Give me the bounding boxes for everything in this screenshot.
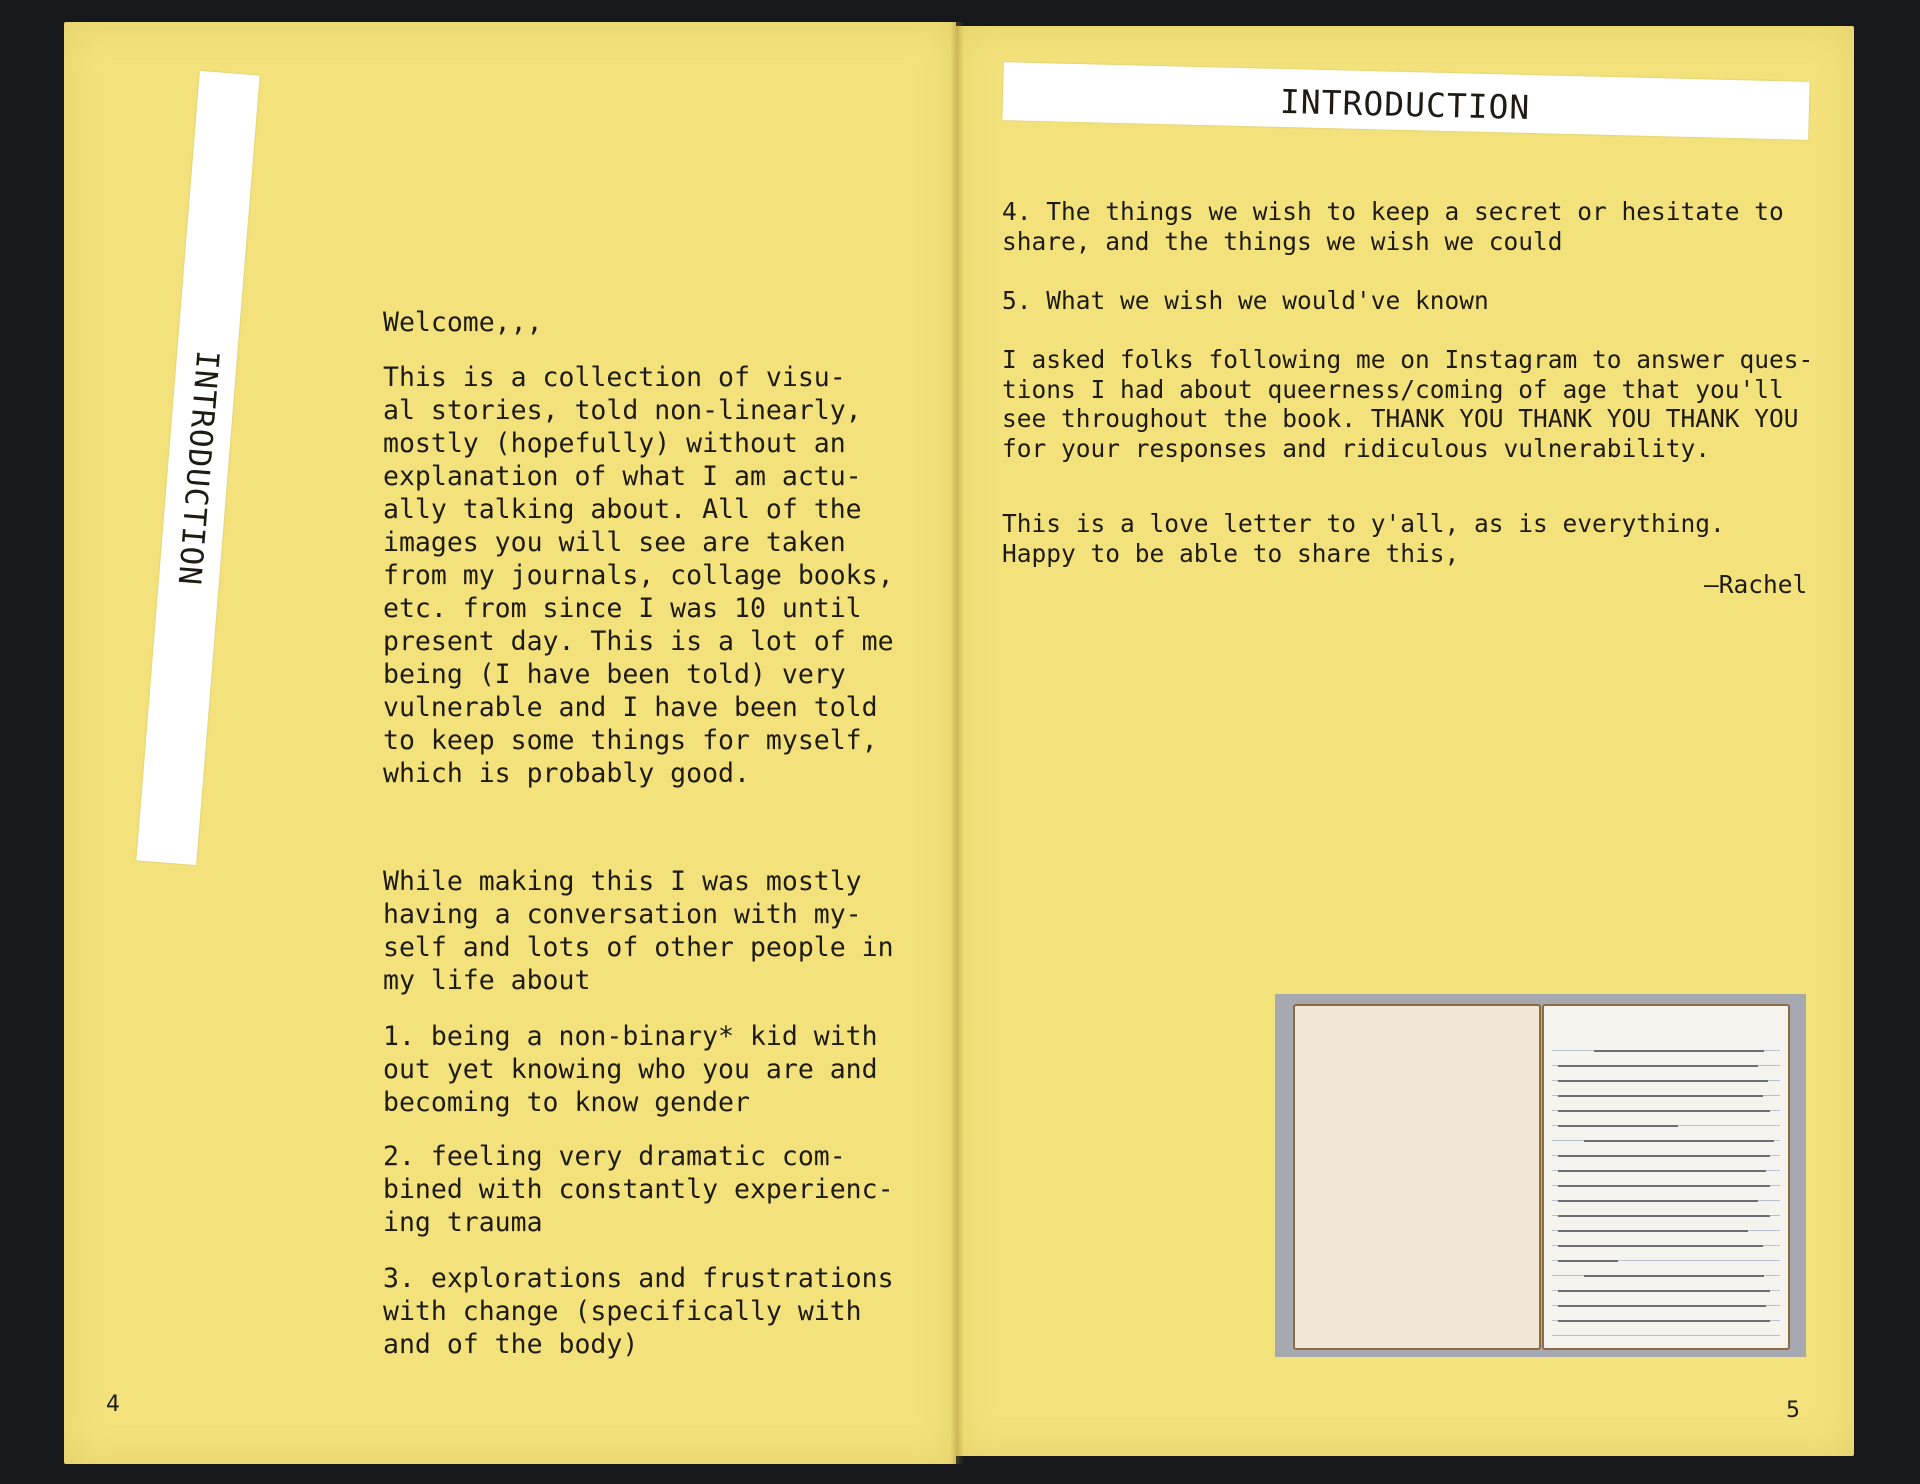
handwriting-line — [1558, 1200, 1758, 1202]
journal-photo — [1275, 994, 1806, 1357]
handwriting-line — [1558, 1215, 1770, 1217]
handwriting-line — [1558, 1095, 1763, 1097]
journal-handwritten-page — [1542, 1004, 1790, 1350]
handwriting-line — [1558, 1320, 1770, 1322]
signature: —Rachel — [1704, 570, 1808, 599]
handwriting-line — [1558, 1260, 1618, 1262]
handwriting-line — [1558, 1155, 1770, 1157]
handwriting-line — [1558, 1065, 1758, 1067]
journal-blank-page — [1293, 1004, 1541, 1350]
handwriting-line — [1558, 1245, 1763, 1247]
left-list-item-1: 1. being a non-binary* kid with out yet knowing who you are and becoming to know gender — [383, 1021, 878, 1118]
handwriting-line — [1558, 1170, 1766, 1172]
handwriting-line — [1558, 1125, 1678, 1127]
left-list-item-2: 2. feeling very dramatic com- bined with constantly experienc- ing trauma — [383, 1141, 894, 1238]
right-paragraph-instagram: I asked folks following me on Instagram to answer ques- tions I had about queerness/coming of age that you'll see throughout the book. THANK YOU THANK YOU THANK YOU for your responses and ridiculous vulnerability. — [1002, 345, 1814, 463]
left-paragraph-intro: This is a collection of visu- al stories, told non-linearly, mostly (hopefully) without an explanation of what I am actu- ally talking about. All of the images you will see are taken from my journals, collage books, etc. from since I was 10 until present day. This is a lot of me being (I have been told) very vulnerable and I have been told to keep some things for myself, which is probably good. — [383, 362, 894, 789]
handwriting-line — [1558, 1080, 1768, 1082]
right-list-item-4: 4. The things we wish to keep a secret or hesitate to share, and the things we wish we could — [1002, 197, 1784, 256]
left-title: INTRODUCTION — [170, 348, 226, 588]
handwriting-line — [1558, 1290, 1770, 1292]
handwriting-line — [1584, 1275, 1764, 1277]
right-paragraph-love-letter: This is a love letter to y'all, as is everything. Happy to be able to share this, — [1002, 509, 1725, 568]
left-list-item-3: 3. explorations and frustrations with change (specifically with and of the body) — [383, 1263, 894, 1360]
right-page-number: 5 — [1786, 1398, 1800, 1423]
handwriting-line — [1558, 1185, 1770, 1187]
book-spine — [950, 22, 964, 1464]
handwriting-line — [1558, 1305, 1766, 1307]
left-paragraph-conversation: While making this I was mostly having a conversation with my- self and lots of other people in my life about — [383, 866, 894, 996]
left-page-number: 4 — [106, 1392, 120, 1417]
handwriting-line — [1584, 1140, 1774, 1142]
handwriting-line — [1558, 1110, 1770, 1112]
handwriting-line — [1558, 1230, 1748, 1232]
handwriting-line — [1594, 1050, 1764, 1052]
left-paragraph-greeting: Welcome,,, — [383, 307, 543, 338]
right-title: INTRODUCTION — [1279, 81, 1531, 128]
right-list-item-5: 5. What we wish we would've known — [1002, 286, 1489, 315]
